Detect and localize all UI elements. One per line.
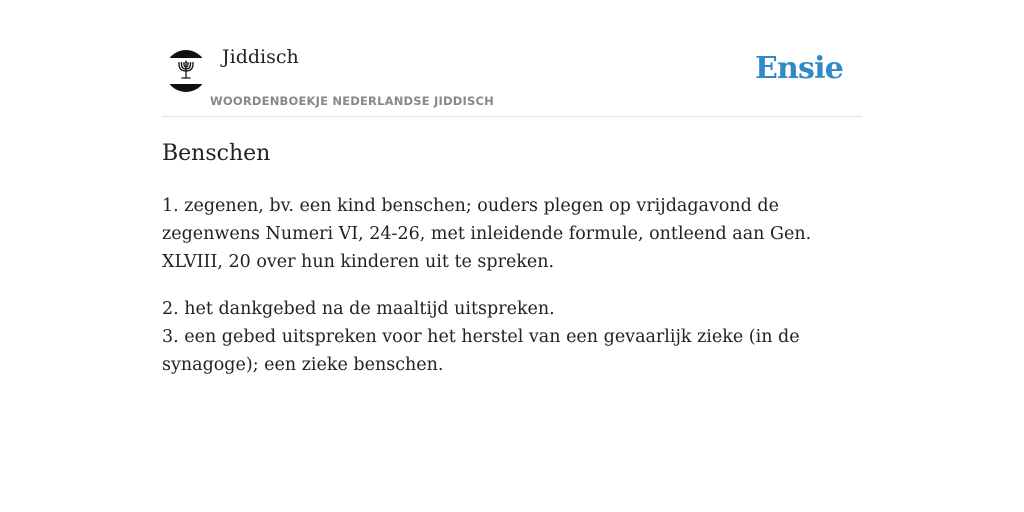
site-subtitle: WOORDENBOEKJE NEDERLANDSE JIDDISCH [210, 94, 494, 108]
definition-1: 1. zegenen, bv. een kind benschen; ouders plegen op vrijdagavond de zegenwens Numeri VI, 24-26, met inleidende formule, ontleend aan Gen. XLVIII, 20 over hun kinderen uit te spreken. [162, 196, 812, 272]
entry-title: Benschen [162, 141, 271, 166]
definition-block [162, 295, 862, 379]
brand-logo-link[interactable]: Ensie [754, 51, 843, 86]
menorah-icon[interactable] [165, 50, 207, 92]
entry-content [162, 138, 862, 379]
definition-2: 2. het dankgebed na de maaltijd uitspreken. [162, 299, 555, 319]
site-title[interactable]: Jiddisch [222, 46, 299, 68]
definition-3: 3. een gebed uitspreken voor het herstel van een gevaarlijk zieke (in de synagoge); een zieke benschen. [162, 327, 800, 375]
header [162, 44, 862, 117]
